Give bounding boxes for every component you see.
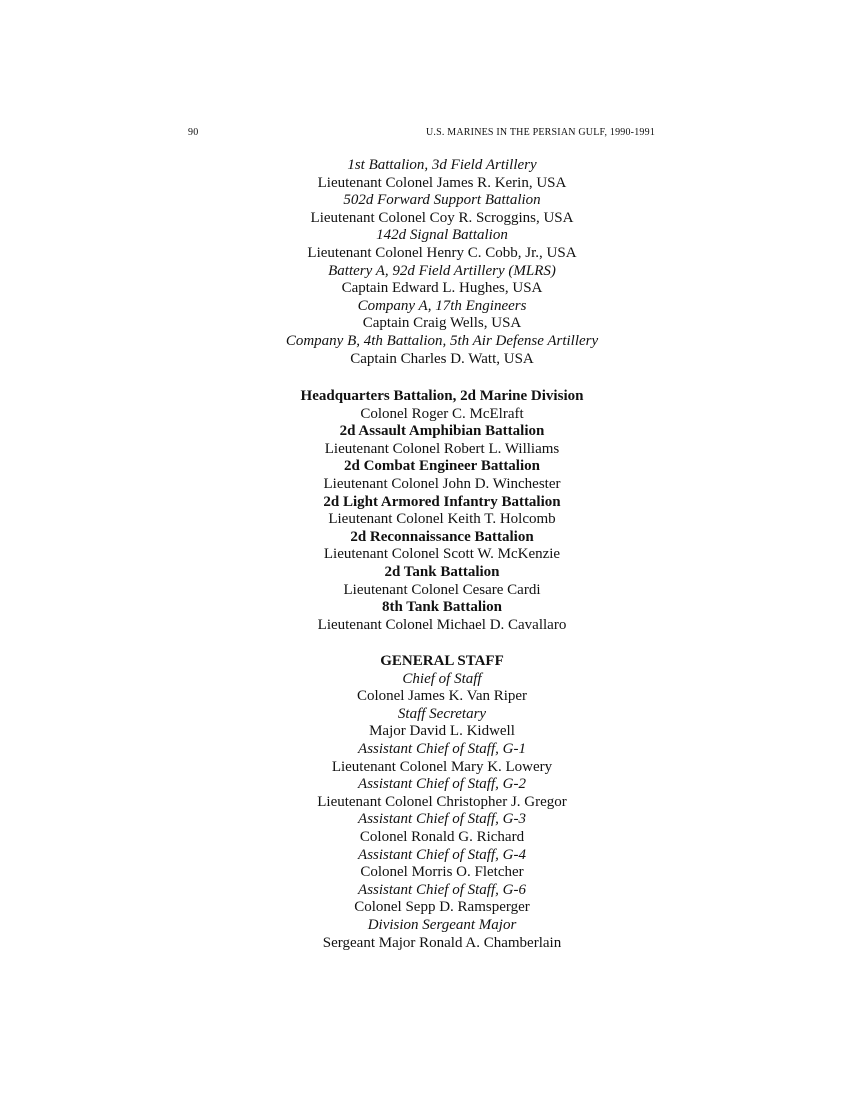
- commander-name: Lieutenant Colonel Cesare Cardi: [343, 581, 541, 598]
- unit-name: 2d Tank Battalion: [384, 563, 500, 580]
- officer-name: Sergeant Major Ronald A. Chamberlain: [322, 934, 562, 951]
- position-title: Assistant Chief of Staff, G-1: [358, 740, 526, 757]
- officer-name: Lieutenant Colonel Christopher J. Gregor: [317, 793, 567, 810]
- position-title: Assistant Chief of Staff, G-2: [358, 776, 526, 793]
- general-staff-list: [0, 653, 864, 952]
- running-head: [0, 127, 864, 143]
- unit-name: Company B, 4th Battalion, 5th Air Defense Artillery: [285, 332, 599, 349]
- officer-name: Colonel Sepp D. Ramsperger: [354, 899, 530, 916]
- commander-name: Captain Craig Wells, USA: [362, 315, 522, 332]
- division-units-list: [0, 388, 864, 634]
- position-title: Chief of Staff: [402, 670, 482, 687]
- officer-name: Lieutenant Colonel Mary K. Lowery: [331, 758, 553, 775]
- unit-name: 2d Reconnaissance Battalion: [350, 528, 534, 545]
- commander-name: Lieutenant Colonel John D. Winchester: [323, 475, 561, 492]
- commander-name: Captain Charles D. Watt, USA: [350, 350, 534, 367]
- army-units-list: [0, 157, 864, 368]
- officer-name: Colonel Morris O. Fletcher: [360, 864, 524, 881]
- commander-name: Lieutenant Colonel James R. Kerin, USA: [317, 174, 567, 191]
- position-title: Assistant Chief of Staff, G-4: [358, 846, 526, 863]
- unit-name: Headquarters Battalion, 2d Marine Division: [300, 388, 584, 404]
- unit-name: Battery A, 92d Field Artillery (MLRS): [328, 262, 556, 279]
- unit-name: Company A, 17th Engineers: [357, 297, 527, 314]
- officer-name: Major David L. Kidwell: [369, 723, 515, 740]
- unit-name: 502d Forward Support Battalion: [343, 192, 541, 209]
- position-title: Staff Secretary: [397, 705, 487, 722]
- section-heading: GENERAL STAFF: [380, 653, 504, 669]
- commander-name: Lieutenant Colonel Scott W. McKenzie: [323, 546, 561, 563]
- page-number: 90: [188, 127, 199, 138]
- position-title: Assistant Chief of Staff, G-3: [358, 811, 526, 828]
- officer-name: Colonel James K. Van Riper: [356, 688, 528, 705]
- running-title: U.S. MARINES IN THE PERSIAN GULF, 1990-1991: [426, 127, 656, 138]
- unit-name: 2d Light Armored Infantry Battalion: [323, 493, 561, 510]
- commander-name: Lieutenant Colonel Coy R. Scroggins, USA: [310, 209, 574, 226]
- commander-name: Colonel Roger C. McElraft: [360, 405, 524, 422]
- unit-name: 142d Signal Battalion: [376, 227, 508, 244]
- commander-name: Lieutenant Colonel Keith T. Holcomb: [328, 511, 556, 528]
- unit-name: 2d Assault Amphibian Battalion: [339, 423, 545, 440]
- unit-name: 8th Tank Battalion: [381, 599, 503, 616]
- commander-name: Lieutenant Colonel Henry C. Cobb, Jr., USA: [307, 244, 577, 261]
- position-title: Assistant Chief of Staff, G-6: [358, 881, 526, 898]
- commander-name: Captain Edward L. Hughes, USA: [341, 280, 543, 297]
- officer-name: Colonel Ronald G. Richard: [359, 828, 525, 845]
- unit-name: 2d Combat Engineer Battalion: [344, 458, 540, 475]
- commander-name: Lieutenant Colonel Michael D. Cavallaro: [317, 616, 567, 633]
- position-title: Division Sergeant Major: [367, 916, 517, 933]
- commander-name: Lieutenant Colonel Robert L. Williams: [324, 440, 560, 457]
- unit-name: 1st Battalion, 3d Field Artillery: [347, 157, 537, 173]
